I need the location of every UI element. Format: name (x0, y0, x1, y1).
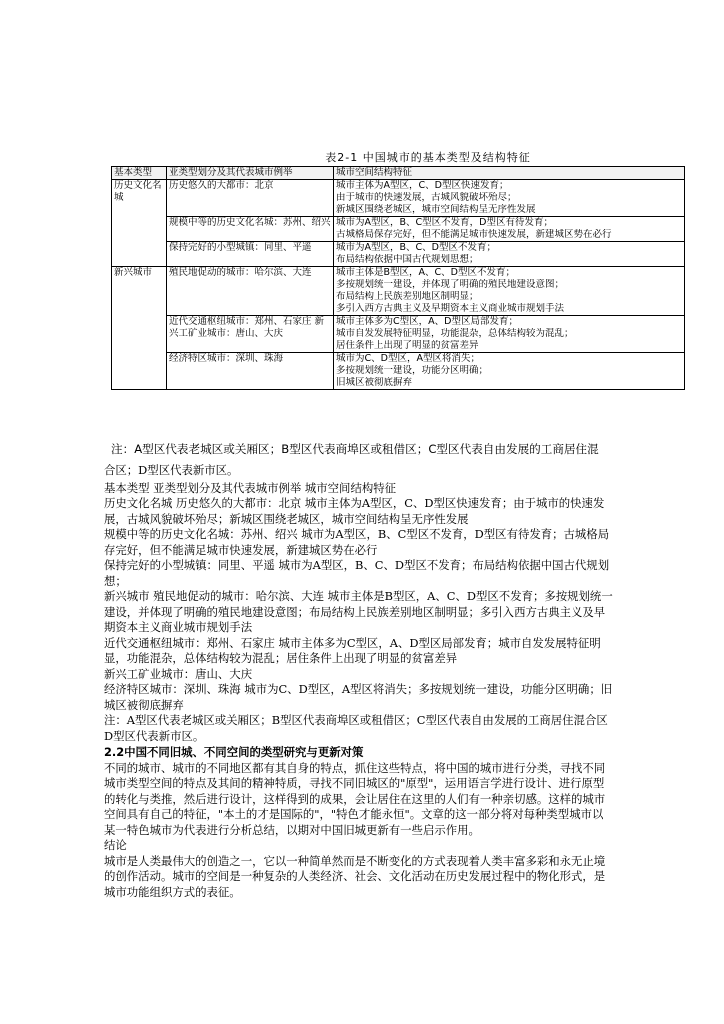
table-cell-type: 新兴城市 (112, 267, 167, 390)
conclusion-line: 城市功能组织方式的表征。 (104, 885, 241, 899)
table-row (112, 242, 685, 267)
body-line: 城区被彻底摒弃 (104, 698, 184, 712)
feature-line: 新城区围绕老城区，城市空间结构呈无序性发展 (336, 204, 536, 215)
feature-line: 城市自发发展特征明显，功能混杂，总体结构较为混乱； (336, 328, 574, 339)
table-header-row (112, 167, 685, 180)
body-line: 显，功能混杂，总体结构较为混乱；居住条件上出现了明显的贫富差异 (104, 651, 458, 665)
body-line: 展，古城风貌破坏殆尽；新城区围绕老城区，城市空间结构呈无序性发展 (104, 512, 469, 526)
table-cell-features (334, 180, 685, 217)
table-cell-subtype: 经济特区城市：深圳、珠海 (167, 353, 334, 390)
conclusion-line: 城市是人类最伟大的创造之一，它以一种简单然而是不断变化的方式表现着人类丰富多彩和永无止境 (104, 854, 606, 868)
body-line: 新兴工矿业城市：唐山、大庆 (104, 667, 253, 681)
section-line: 的转化与类推，然后进行设计，这样得到的成果，会让居住在这里的人们有一种亲切感。这样的城市 (104, 792, 606, 806)
section-line: 不同的城市、城市的不同地区都有其自身的特点，抓住这些特点，将中国的城市进行分类，寻找不同 (104, 761, 606, 775)
table-row (112, 267, 685, 316)
feature-line: 布局结构依据中国古代规划思想； (336, 254, 479, 265)
feature-line: 古城格局保存完好，但不能满足城市快速发展，新建城区势在必行 (336, 229, 612, 240)
table-cell-features (334, 267, 685, 316)
body-line: D型区代表新市区。 (104, 729, 205, 743)
body-line: 基本类型 亚类型划分及其代表城市例举 城市空间结构特征 (104, 481, 397, 495)
table-cell-subtype: 殖民地促动的城市：哈尔滨、大连 (167, 267, 334, 316)
body-line: 近代交通枢纽城市：郑州、石家庄 城市主体多为C型区，A、D型区局部发育；城市自发发展特征明 (104, 636, 601, 650)
table-row (112, 353, 685, 390)
table-row (112, 316, 685, 353)
body-line: 注：A型区代表老城区或关厢区；B型区代表商埠区或租借区；C型区代表自由发展的工商居住混合区 (104, 713, 608, 727)
body-line: 新兴城市 殖民地促动的城市：哈尔滨、大连 城市主体是B型区，A、C、D型区不发育；多按规划统一 (104, 589, 613, 603)
body-line: 建设，并体现了明确的殖民地建设意图；布局结构上民族差别地区制明显；多引入西方古典主义及早 (104, 605, 606, 619)
table-cell-features (334, 316, 685, 353)
body-line: 保持完好的小型城镇：同里、平遥 城市为A型区，B、C、D型区不发育；布局结构依据中国古代规划 (104, 558, 610, 572)
body-line: 想； (104, 574, 127, 588)
table-header-cell: 基本类型 (112, 167, 167, 180)
table-cell-subtype: 保持完好的小型城镇：同里、平遥 (167, 242, 334, 267)
body-line: 经济特区城市：深圳、珠海 城市为C、D型区，A型区将消失；多按规划统一建设，功能分区明确；旧 (104, 682, 613, 696)
feature-line: 城市为C、D型区，A型区将消失； (336, 353, 480, 364)
table-note: 注：A型区代表老城区或关厢区；B型区代表商埠区或租借区；C型区代表自由发展的工商居住混 (111, 442, 599, 456)
feature-line: 布局结构上民族差别地区制明显； (336, 291, 479, 302)
scanned-table-figure (111, 150, 685, 390)
table-header-cell: 城市空间结构特征 (334, 167, 685, 180)
table-cell-features (334, 242, 685, 267)
conclusion-line: 的创作活动。城市的空间是一种复杂的人类经济、社会、文化活动在历史发展过程中的物化形式，是 (104, 869, 606, 883)
section-heading: 2.2中国不同旧城、不同空间的类型研究与更新对策 (104, 745, 364, 759)
section-line: 空间具有自己的特征，"本土的才是国际的"，"特色才能永恒"。文章的这一部分将对每种类型城市以 (104, 807, 604, 821)
feature-line: 多按规划统一建设，功能分区明确； (336, 365, 489, 376)
feature-line: 多按规划统一建设，并体现了明确的殖民地建设意图； (336, 279, 565, 290)
table-cell-features (334, 353, 685, 390)
feature-line: 多引入西方古典主义及早期资本主义商业城市规划手法 (336, 303, 565, 314)
feature-line: 城市主体是B型区，A、C、D型区不发育； (336, 267, 515, 278)
feature-line: 城市为A型区，B、C型区不发育，D型区有待发育； (336, 217, 553, 228)
section-line: 城市类型空间的特点及其间的精神特质，寻找不同旧城区的"原型"，运用语言学进行设计、进行原型 (104, 776, 605, 790)
table-cell-features (334, 217, 685, 242)
table-row (112, 217, 685, 242)
body-line: 存完好，但不能满足城市快速发展，新建城区势在必行 (104, 543, 378, 557)
body-line: 期资本主义商业城市规划手法 (104, 620, 253, 634)
conclusion-heading: 结论 (104, 838, 127, 852)
feature-line: 城市主体为A型区，C、D型区快速发育； (336, 180, 509, 191)
table-cell-subtype: 规模中等的历史文化名城：苏州、绍兴 (167, 217, 334, 242)
body-line: 历史文化名城 历史悠久的大都市：北京 城市主体为A型区，C、D型区快速发育；由于城市的快速发 (104, 496, 605, 510)
feature-line: 居住条件上出现了明显的贫富差异 (336, 340, 479, 351)
feature-line: 由于城市的快速发展，古城风貌破坏殆尽； (336, 192, 517, 203)
body-line: 合区；D型区代表新市区。 (104, 463, 239, 477)
feature-line: 城市主体多为C型区，A、D型区局部发育； (336, 316, 518, 327)
body-line: 规模中等的历史文化名城：苏州、绍兴 城市为A型区，B、C型区不发育，D型区有待发育；古城格局 (104, 527, 610, 541)
feature-line: 城市为A型区，B、C、D型区不发育； (336, 242, 496, 253)
table-caption: 表2-1 中国城市的基本类型及结构特征 (325, 151, 531, 164)
table-cell-subtype: 历史悠久的大都市：北京 (167, 180, 334, 217)
table-row (112, 180, 685, 217)
table-cell-type: 历史文化名城 (112, 180, 167, 267)
table-header-cell: 亚类型划分及其代表城市例举 (167, 167, 334, 180)
feature-line: 旧城区被彻底摒弃 (336, 377, 413, 388)
section-line: 某一特色城市为代表进行分析总结，以期对中国旧城更新有一些启示作用。 (104, 823, 480, 837)
table-cell-subtype: 近代交通枢纽城市：郑州、石家庄 新兴工矿业城市：唐山、大庆 (167, 316, 334, 353)
city-types-table (111, 166, 685, 390)
